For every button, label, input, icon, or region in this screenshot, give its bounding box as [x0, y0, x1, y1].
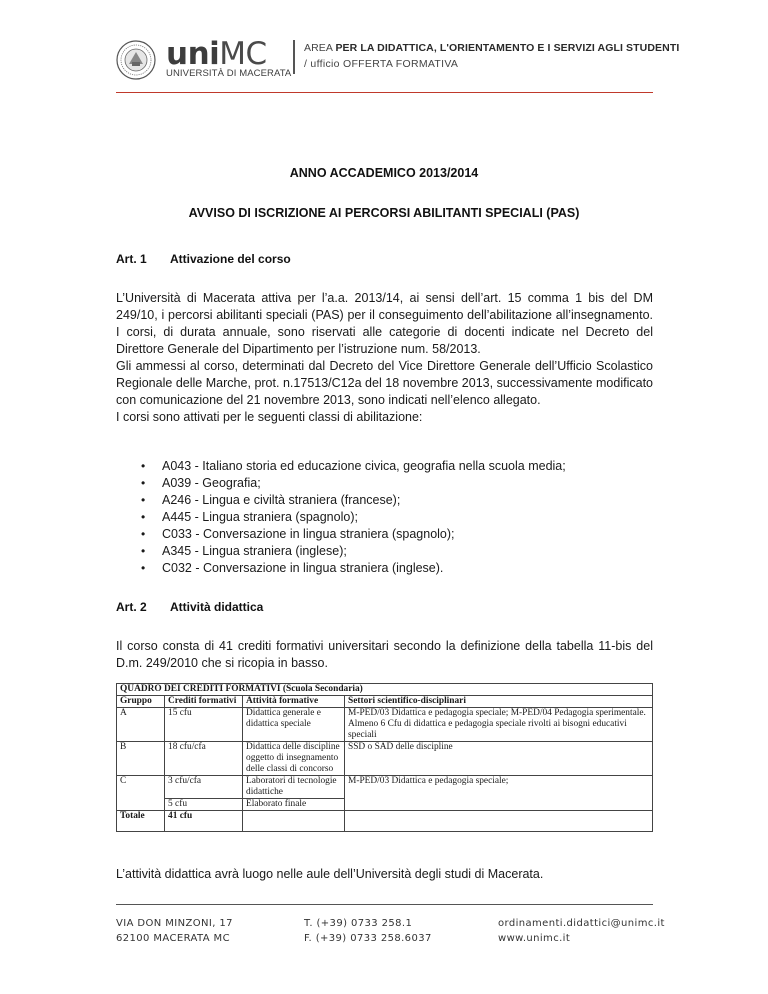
class-item: • A345 - Lingua straniera (inglese); [116, 543, 653, 560]
art2-paragraph: Il corso consta di 41 crediti formativi universitari secondo la definizione della tabella 11-bis del D.m. 249/2010 che si ricopia in basso. [116, 639, 653, 670]
column-header: Gruppo [117, 696, 165, 708]
table-row [117, 742, 653, 776]
cell-crediti: 5 cfu [165, 799, 243, 811]
area-label: AREA PER LA DIDATTICA, L'ORIENTAMENTO E I SERVIZI AGLI STUDENTI [304, 42, 680, 54]
header-separator [293, 40, 295, 74]
art1-heading [116, 252, 291, 266]
footer-contacts [498, 916, 665, 946]
class-item: • C032 - Conversazione in lingua straniera (inglese). [116, 560, 653, 577]
cell-gruppo: A [117, 708, 165, 742]
cell-crediti: 15 cfu [165, 708, 243, 742]
cell-gruppo: B [117, 742, 165, 776]
cell-crediti: 18 cfu/cfa [165, 742, 243, 776]
empty-cell [345, 811, 653, 832]
table-header-row [117, 696, 653, 708]
art2-closing [116, 866, 653, 883]
office-label: / ufficio OFFERTA FORMATIVA [304, 58, 459, 70]
unimc-logo: uniMC [166, 36, 267, 72]
table-caption-row [117, 684, 653, 696]
table-row [117, 776, 653, 799]
footer-address [116, 916, 233, 946]
total-value: 41 cfu [165, 811, 243, 832]
address-line: 62100 MACERATA MC [116, 933, 230, 944]
cell-gruppo: C [117, 776, 165, 811]
class-item: • C033 - Conversazione in lingua straniera (spagnolo); [116, 526, 653, 543]
notice-title: AVVISO DI ISCRIZIONE AI PERCORSI ABILITANTI SPECIALI (PAS) [188, 206, 580, 220]
table-caption: QUADRO DEI CREDITI FORMATIVI (Scuola Secondaria) [117, 684, 653, 696]
art2-number: Art. 2 [116, 600, 147, 614]
cell-attivita: Elaborato finale [243, 799, 345, 811]
cell-settori: M-PED/03 Didattica e pedagogia speciale; M-PED/04 Pedagogia sperimentale. Almeno 6 Cfu di didattica e pedagogia speciale rivolti ai bisogni educativi speciali [345, 708, 653, 742]
table-row [117, 708, 653, 742]
cell-settori: SSD o SAD delle discipline [345, 742, 653, 776]
art2-title: Attività didattica [170, 600, 264, 614]
university-seal-icon [116, 40, 156, 80]
class-item: • A246 - Lingua e civiltà straniera (francese); [116, 492, 653, 509]
art1-title: Attivazione del corso [170, 252, 291, 266]
total-label: Totale [117, 811, 165, 832]
empty-cell [243, 811, 345, 832]
art2-paragraph: L’attività didattica avrà luogo nelle aule dell’Università degli studi di Macerata. [116, 867, 544, 881]
fax-number: F. (+39) 0733 258.6037 [304, 933, 432, 944]
column-header: Attività formative [243, 696, 345, 708]
class-item: • A043 - Italiano storia ed educazione civica, geografia nella scuola media; [116, 458, 653, 475]
art1-paragraph: I corsi sono attivati per le seguenti classi di abilitazione: [116, 410, 423, 424]
art1-number: Art. 1 [116, 252, 147, 266]
column-header: Crediti formativi [165, 696, 243, 708]
class-item: • A039 - Geografia; [116, 475, 653, 492]
footer-divider [116, 904, 653, 905]
website-link[interactable]: www.unimc.it [498, 933, 571, 944]
cell-attivita: Didattica generale e didattica speciale [243, 708, 345, 742]
cell-crediti: 3 cfu/cfa [165, 776, 243, 799]
art2-heading [116, 600, 263, 614]
classes-list [116, 458, 653, 577]
table-total-row [117, 811, 653, 832]
cell-attivita: Laboratori di tecnologie didattiche [243, 776, 345, 799]
phone-number: T. (+39) 0733 258.1 [304, 918, 413, 929]
art1-paragraph: L’Università di Macerata attiva per l’a.a. 2013/14, ai sensi dell’art. 15 comma 1 bis del DM 249/10, i percorsi abilitanti speciali (PAS) per il conseguimento dell’abilitazione all’insegnamento. I corsi, di durata annuale, sono riservati alle categorie di docenti indicate nel Decreto del Direttore Generale del Dipartimento per l’istruzione num. 58/2013. [116, 291, 653, 356]
art1-body [116, 290, 653, 426]
footer-phones [304, 916, 432, 946]
cell-attivita: Didattica delle discipline oggetto di insegnamento delle classi di concorso [243, 742, 345, 776]
email-link[interactable]: ordinamenti.didattici@unimc.it [498, 918, 665, 929]
credits-table [116, 683, 653, 832]
header-divider [116, 92, 653, 93]
column-header: Settori scientifico-disciplinari [345, 696, 653, 708]
university-name: UNIVERSITÀ DI MACERATA [166, 68, 292, 79]
address-line: VIA DON MINZONI, 17 [116, 918, 233, 929]
class-item: • A445 - Lingua straniera (spagnolo); [116, 509, 653, 526]
academic-year-title: ANNO ACCADEMICO 2013/2014 [289, 166, 479, 180]
cell-settori: M-PED/03 Didattica e pedagogia speciale; [345, 776, 653, 811]
art2-body [116, 638, 653, 672]
art1-paragraph: Gli ammessi al corso, determinati dal Decreto del Vice Direttore Generale dell’Ufficio Scolastico Regionale delle Marche, prot. n.17513/C12a del 18 novembre 2013, successivamente modificato con comunicazione del 21 novembre 2013, sono indicati nell’elenco allegato. [116, 359, 653, 407]
